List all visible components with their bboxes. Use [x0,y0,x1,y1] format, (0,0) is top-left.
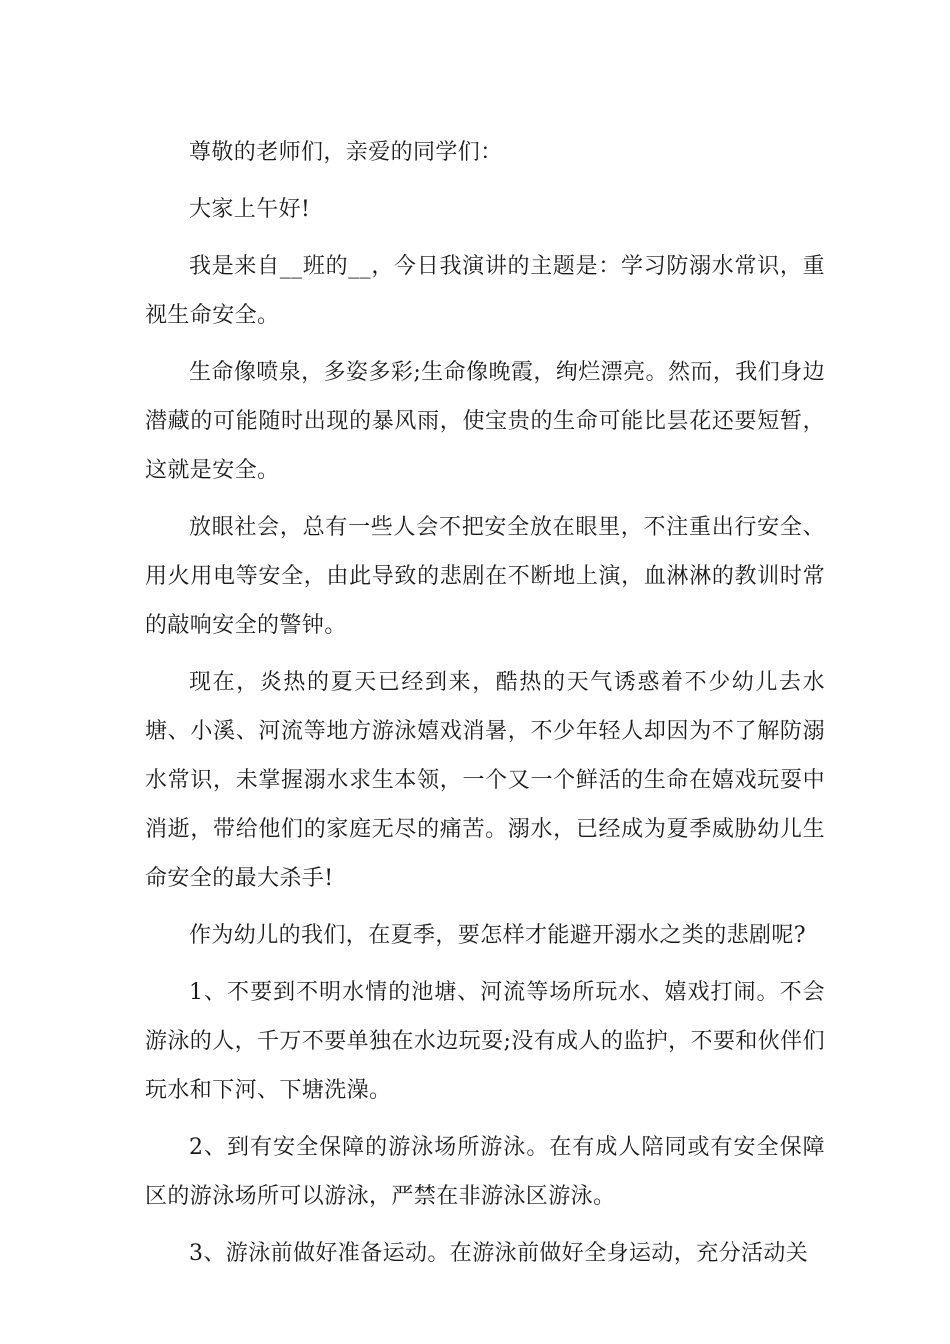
document-body [145,128,825,1278]
list-item-3: 3、游泳前做好准备运动。在游泳前做好全身运动，充分活动关 [189,1241,809,1266]
paragraph-life: 生命像喷泉，多姿多彩;生命像晚霞，绚烂漂亮。然而，我们身边潜藏的可能随时出现的暴风雨，使宝贵的生命可能比昙花还要短暂，这就是安全。 [145,360,825,483]
paragraph-society: 放眼社会，总有一些人会不把安全放在眼里，不注重出行安全、用火用电等安全，由此导致的悲剧在不断地上演，血淋淋的教训时常的敲响安全的警钟。 [145,515,825,638]
paragraph-summer: 现在，炎热的夏天已经到来，酷热的天气诱惑着不少幼儿去水塘、小溪、河流等地方游泳嬉戏消暑，不少年轻人却因为不了解防溺水常识，未掌握溺水求生本领，一个又一个鲜活的生命在嬉戏玩耍中消逝，带给他们的家庭无尽的痛苦。溺水，已经成为夏季威胁幼儿生命安全的最大杀手! [145,670,825,891]
greeting: 大家上午好! [189,197,311,222]
list-item-2: 2、到有安全保障的游泳场所游泳。在有成人陪同或有安全保障区的游泳场所可以游泳，严禁在非游泳区游泳。 [145,1135,825,1209]
paragraph-question: 作为幼儿的我们，在夏季，要怎样才能避开溺水之类的悲剧呢? [189,923,806,948]
salutation: 尊敬的老师们，亲爱的同学们： [189,140,503,165]
paragraph-intro: 我是来自__班的__，今日我演讲的主题是：学习防溺水常识，重视生命安全。 [145,254,825,328]
list-item-1: 1、不要到不明水情的池塘、河流等场所玩水、嬉戏打闹。不会游泳的人，千万不要单独在水边玩耍;没有成人的监护，不要和伙伴们玩水和下河、下塘洗澡。 [145,980,825,1103]
